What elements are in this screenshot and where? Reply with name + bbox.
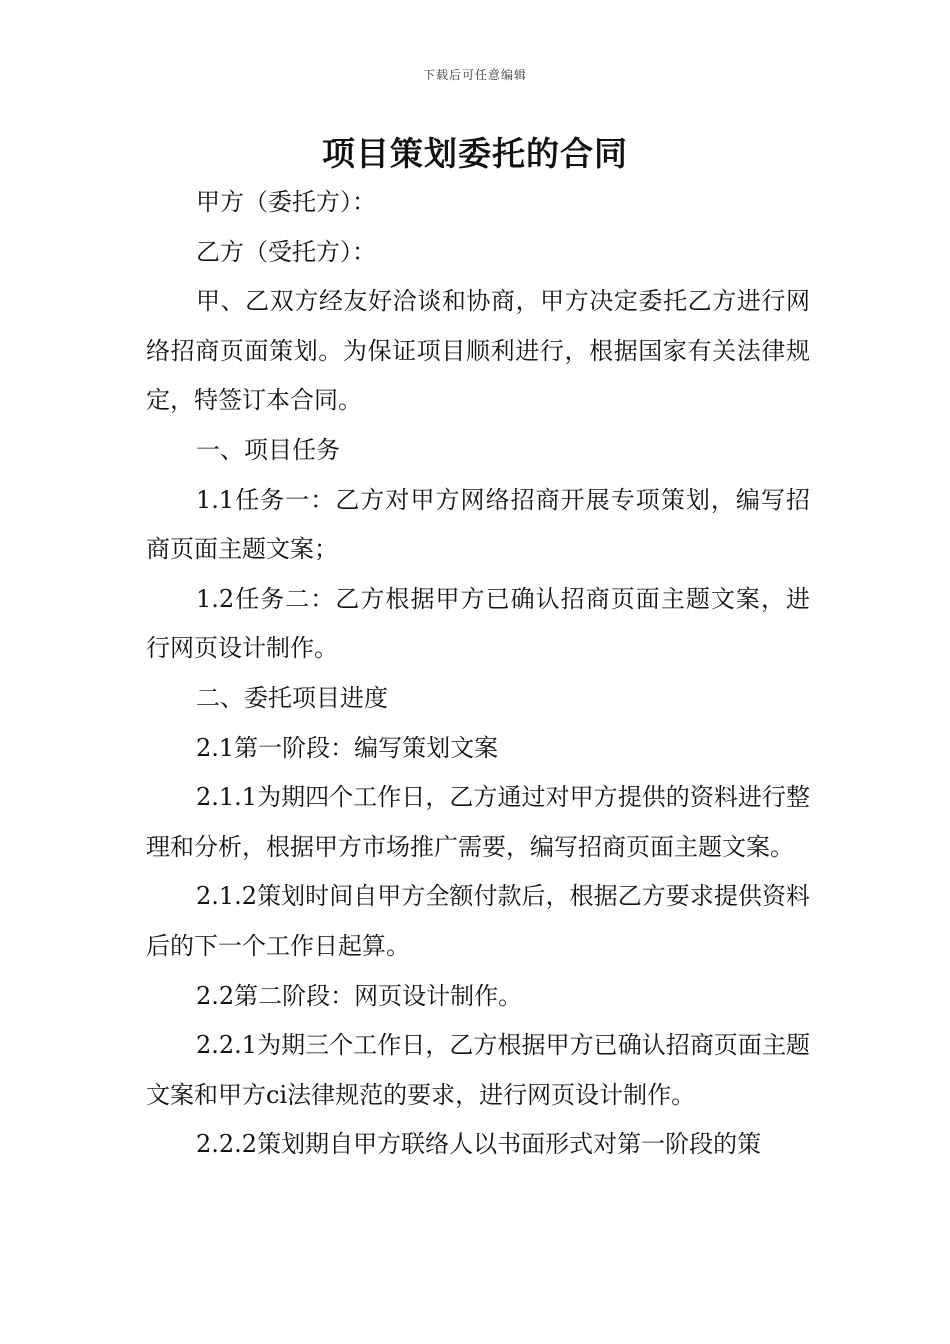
header-note: 下载后可任意编辑 — [422, 68, 527, 82]
clause-2-1-1: 2.1.1为期四个工作日，乙方通过对甲方提供的资料进行整理和分析，根据甲方市场推广需要，编写招商页面主题文案。 — [146, 783, 810, 861]
clause-2-2-2: 2.2.2策划期自甲方联络人以书面形式对第一阶段的策 — [196, 1130, 762, 1159]
party-b-line: 乙方（受托方）： — [196, 237, 376, 266]
clause-1-1: 1.1任务一：乙方对甲方网络招商开展专项策划，编写招商页面主题文案； — [146, 485, 810, 564]
document-title: 项目策划委托的合同 — [322, 134, 628, 173]
preamble-paragraph: 甲、乙双方经友好洽谈和协商，甲方决定委托乙方进行网络招商页面策划。为保证项目顺利进行，根据国家有关法律规定，特签订本合同。 — [146, 287, 810, 415]
clause-2-2-1: 2.2.1为期三个工作日，乙方根据甲方已确认招商页面主题文案和甲方ci法律规范的要求，进行网页设计制作。 — [146, 1031, 810, 1109]
clause-1-2: 1.2任务二：乙方根据甲方已确认招商页面主题文案，进行网页设计制作。 — [146, 584, 810, 663]
section-heading-progress: 二、委托项目进度 — [196, 683, 388, 712]
clause-2-2: 2.2第二阶段：网页设计制作。 — [196, 981, 523, 1010]
document-body — [146, 178, 810, 1170]
clause-2-1: 2.1第一阶段：编写策划文案 — [196, 733, 499, 762]
clause-2-1-2: 2.1.2策划时间自甲方全额付款后，根据乙方要求提供资料后的下一个工作日起算。 — [146, 882, 810, 960]
section-heading-project-tasks: 一、项目任务 — [196, 435, 340, 464]
party-a-line: 甲方（委托方）： — [196, 188, 376, 216]
